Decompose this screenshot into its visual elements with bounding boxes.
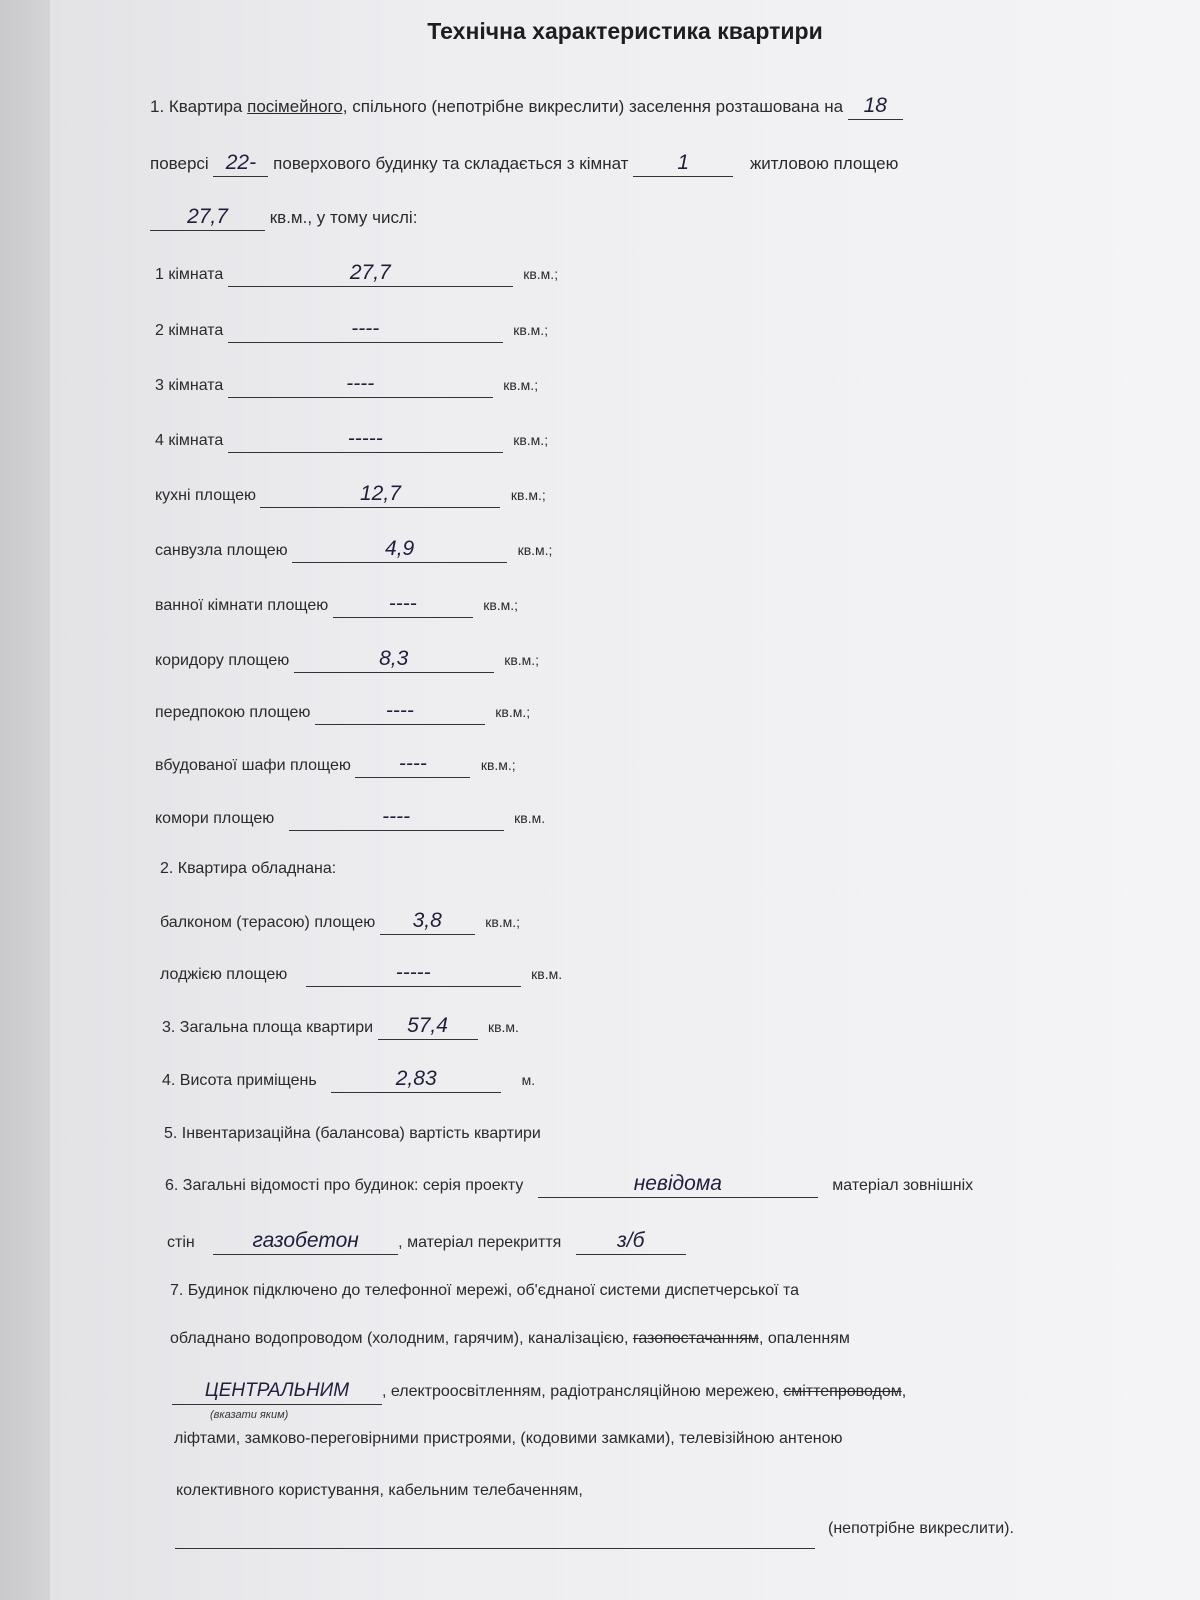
loggia-unit: кв.м. bbox=[531, 966, 563, 982]
row-label: вбудованої шафи площею bbox=[155, 757, 351, 774]
floors-total-value: 22- bbox=[213, 152, 268, 177]
row-unit: кв.м.; bbox=[503, 377, 539, 393]
row-value: ---- bbox=[228, 318, 503, 343]
row-unit: кв.м.; bbox=[510, 487, 546, 503]
p7-text-l2a: обладнано водопроводом (холодним, гарячим), каналізацією, bbox=[170, 1330, 629, 1347]
p6-text-a: 6. Загальні відомості про будинок: серія проекту bbox=[165, 1177, 524, 1194]
walls-material-value: газобетон bbox=[213, 1230, 398, 1255]
row-value: 12,7 bbox=[260, 483, 500, 508]
project-series-value: невідома bbox=[538, 1173, 818, 1198]
p6-text-c: стін bbox=[167, 1234, 195, 1251]
p2-heading: 2. Квартира обладнана: bbox=[160, 860, 337, 877]
p7-text-l3b: , bbox=[901, 1383, 907, 1400]
row-label: 2 кімната bbox=[155, 322, 224, 339]
balcony-value: 3,8 bbox=[380, 910, 475, 935]
row-room1 bbox=[155, 262, 558, 287]
p7-line1: 7. Будинок підключено до телефонної мережі, об'єднаної системи диспетчерської та bbox=[170, 1282, 800, 1299]
row-unit: кв.м.; bbox=[504, 652, 540, 668]
rooms-value: 1 bbox=[633, 152, 733, 177]
row-unit: кв.м. bbox=[514, 810, 546, 826]
loggia-value: ----- bbox=[306, 962, 521, 987]
row-value: 8,3 bbox=[294, 648, 494, 673]
p6-text-b: матеріал зовнішніх bbox=[832, 1177, 974, 1194]
row-label: 4 кімната bbox=[155, 432, 224, 449]
row-value: ---- bbox=[228, 373, 493, 398]
row-label: ванної кімнати площею bbox=[155, 597, 329, 614]
p6-line1 bbox=[165, 1173, 973, 1198]
row-label: 3 кімната bbox=[155, 377, 224, 394]
row-value: ---- bbox=[333, 593, 473, 618]
row-value: ----- bbox=[228, 428, 503, 453]
p7-line3 bbox=[172, 1380, 906, 1405]
row-loggia bbox=[160, 962, 562, 987]
heating-type-value: ЦЕНТРАЛЬНИМ bbox=[172, 1380, 382, 1405]
row-height bbox=[162, 1068, 535, 1093]
row-unit: кв.м.; bbox=[480, 757, 516, 773]
p7-line4: ліфтами, замково-переговірними пристроями, (кодовими замками), телевізійною антеною bbox=[174, 1430, 843, 1447]
p5-line: 5. Інвентаризаційна (балансова) вартість квартири bbox=[164, 1125, 541, 1142]
row-label: санвузла площею bbox=[155, 542, 288, 559]
p6-text-d: , матеріал перекриття bbox=[398, 1234, 562, 1251]
p7-text-l3a: , електроосвітленням, радіотрансляційною мережею, bbox=[382, 1383, 779, 1400]
row-unit: кв.м.; bbox=[483, 597, 519, 613]
row-balcony bbox=[160, 910, 520, 935]
row-wardrobe bbox=[155, 753, 516, 778]
row-unit: кв.м.; bbox=[517, 542, 553, 558]
row-storage bbox=[155, 806, 545, 831]
row-label: передпокою площею bbox=[155, 704, 311, 721]
balcony-unit: кв.м.; bbox=[485, 914, 521, 930]
height-unit: м. bbox=[521, 1072, 536, 1088]
p7-text-l2b: , опаленням bbox=[758, 1330, 850, 1347]
row-value: 27,7 bbox=[228, 262, 513, 287]
row-unit: кв.м.; bbox=[513, 322, 549, 338]
row-value: ---- bbox=[355, 753, 470, 778]
row-label: коридору площею bbox=[155, 652, 290, 669]
row-unit: кв.м.; bbox=[523, 266, 559, 282]
row-value: 4,9 bbox=[292, 538, 507, 563]
total-area-label: 3. Загальна площа квартири bbox=[162, 1019, 374, 1036]
row-unit: кв.м.; bbox=[513, 432, 549, 448]
row-bathroom-wc bbox=[155, 538, 552, 563]
p7-line6: (непотрібне викреслити). bbox=[828, 1520, 1014, 1537]
height-label: 4. Висота приміщень bbox=[162, 1072, 317, 1089]
p7-gas-supply-struck: газопостачанням bbox=[632, 1330, 759, 1347]
living-area-value: 27,7 bbox=[150, 206, 265, 231]
row-value: ---- bbox=[289, 806, 504, 831]
loggia-label: лоджією площею bbox=[160, 966, 288, 983]
total-area-unit: кв.м. bbox=[487, 1019, 519, 1035]
p7-blank-line bbox=[175, 1548, 815, 1549]
p1-line2 bbox=[150, 152, 898, 177]
p7-line5: колективного користування, кабельним телебаченням, bbox=[176, 1482, 583, 1499]
p6-line2 bbox=[167, 1230, 686, 1255]
row-room2 bbox=[155, 318, 548, 343]
p1-text-b: спільного (непотрібне викреслити) заселення розташована на bbox=[352, 97, 844, 116]
p1-text-d: поверхового будинку та складається з кімнат bbox=[273, 154, 629, 173]
balcony-label: балконом (терасою) площею bbox=[160, 914, 376, 931]
p1-text-e: житловою площею bbox=[749, 154, 899, 173]
row-total-area bbox=[162, 1015, 519, 1040]
row-label: кухні площею bbox=[155, 487, 256, 504]
row-label: 1 кімната bbox=[155, 266, 224, 283]
p1-text-f: кв.м., у тому числі: bbox=[269, 208, 418, 227]
document-title: Технічна характеристика квартири bbox=[427, 18, 823, 44]
row-label: комори площею bbox=[155, 810, 275, 827]
row-unit: кв.м.; bbox=[495, 704, 531, 720]
total-area-value: 57,4 bbox=[378, 1015, 478, 1040]
p1-posimeinogo: посімейного, bbox=[247, 97, 348, 116]
row-value: ---- bbox=[315, 700, 485, 725]
p1-line1 bbox=[150, 95, 903, 120]
row-room4 bbox=[155, 428, 548, 453]
p1-line3 bbox=[150, 206, 417, 231]
row-corridor bbox=[155, 648, 539, 673]
height-value: 2,83 bbox=[331, 1068, 501, 1093]
p7-line2 bbox=[170, 1330, 850, 1348]
p1-text-c: поверсі bbox=[150, 154, 209, 173]
row-hallway bbox=[155, 700, 530, 725]
p1-text-a: 1. Квартира bbox=[150, 97, 243, 116]
row-bath-room bbox=[155, 593, 518, 618]
row-kitchen bbox=[155, 483, 546, 508]
floor-value: 18 bbox=[848, 95, 903, 120]
row-room3 bbox=[155, 373, 538, 398]
p7-garbage-chute-struck: сміттепроводом bbox=[783, 1383, 902, 1400]
document-page bbox=[50, 0, 1200, 1600]
heating-hint: (вказати яким) bbox=[210, 1409, 289, 1421]
slab-material-value: з/б bbox=[576, 1230, 686, 1255]
